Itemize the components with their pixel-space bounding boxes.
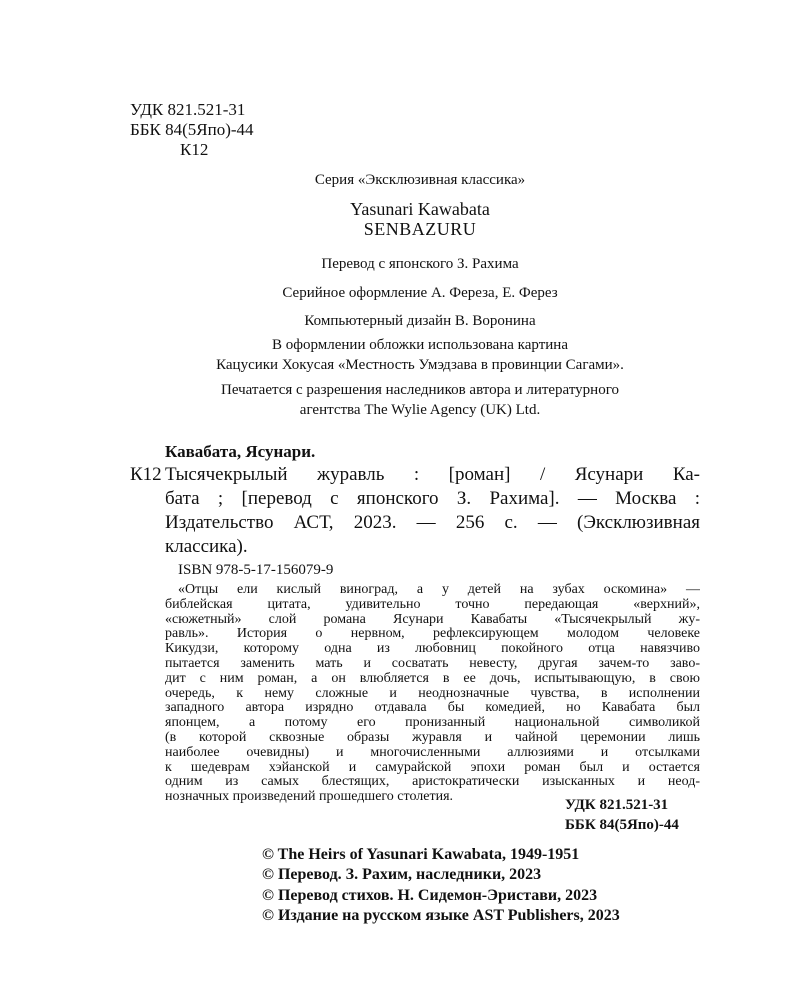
annotation-line: к шедеврам хэйанской и самурайской эпохи роман был и остается	[165, 759, 700, 775]
copyright-line: © Перевод стихов. Н. Сидемон-Эристави, 2023	[262, 887, 598, 904]
annotation-line: «Отцы ели кислый виноград, а у детей на зубах оскомина» —	[178, 582, 700, 597]
catalog-entry-line: классика).	[165, 536, 248, 557]
annotation-line: равль». История о нервном, рефлексирующем молодом человеке	[165, 626, 700, 642]
permission-note-line: агентства The Wylie Agency (UK) Ltd.	[299, 402, 541, 418]
annotation-line: (в которой сквозные образы журавля и чайной церемонии лишь	[165, 730, 700, 745]
series-name: Серия «Эксклюзивная классика»	[314, 172, 526, 188]
bbk-code-footer: ББК 84(5Япо)-44	[565, 817, 679, 833]
translation-credit: Перевод с японского З. Рахима	[321, 256, 519, 272]
copyright-line: © Перевод. З. Рахим, наследники, 2023	[262, 866, 542, 883]
catalog-entry-line: бата ; [перевод с японского З. Рахима]. — Москва :	[165, 488, 700, 509]
copyright-line: © The Heirs of Yasunari Kawabata, 1949-1951	[262, 846, 580, 863]
annotation-line: наиболее очевидны) и многочисленными аллюзиями и отсылками	[165, 744, 700, 760]
catalog-entry-line: Тысячекрылый журавль : [роман] / Ясунари Ка-	[165, 464, 700, 485]
copyright-line: © Издание на русском языке AST Publishers, 2023	[262, 907, 620, 924]
cover-art-credit-line: В оформлении обложки использована картина	[272, 337, 568, 353]
computer-design-credit: Компьютерный дизайн В. Воронина	[304, 313, 536, 329]
annotation-line: пытается заменить мать и сосватать невесту, другая зачем-то заво-	[165, 656, 700, 671]
original-author: Yasunari Kawabata	[350, 199, 490, 219]
series-design-credit: Серийное оформление А. Фереза, Е. Ферез	[282, 285, 558, 301]
annotation-line: нозначных произведений прошедшего столетия.	[165, 789, 454, 805]
catalog-mark: К12	[130, 464, 162, 485]
isbn: ISBN 978-5-17-156079-9	[178, 562, 334, 578]
annotation-line: «сюжетный» слой романа Ясунари Кавабаты «Тысячекрылый жу-	[165, 611, 700, 627]
annotation-line: очередь, к нему сложные и неоднозначные чувства, в исполнении	[165, 685, 700, 701]
annotation-line: дит с ним роман, а он влюбляется в ее дочь, испытывающую, в свою	[165, 670, 700, 686]
catalog-heading: Кавабата, Ясунари.	[165, 442, 316, 461]
annotation-line: библейская цитата, удивительно точно передающая «верхний»,	[165, 596, 700, 612]
udk-code: УДК 821.521-31	[130, 100, 246, 119]
author-mark: К12	[180, 140, 209, 159]
annotation-line: Кикудзи, которому одна из любовниц покойного отца навязчиво	[165, 641, 700, 657]
cover-art-credit-line: Кацусики Хокусая «Местность Умэдзава в провинции Сагами».	[216, 357, 624, 373]
annotation-line: западного автора изрядно отдавала бы комедией, но Кавабата был	[165, 700, 700, 716]
original-title: SENBAZURU	[363, 219, 477, 239]
udk-code-footer: УДК 821.521-31	[565, 797, 669, 813]
annotation-line: японцем, а потому его пронизанный национальной символикой	[165, 715, 700, 731]
bbk-code: ББК 84(5Япо)-44	[130, 120, 254, 139]
annotation-line: одним из самых блестящих, аристократически изысканных и неод-	[165, 774, 700, 790]
permission-note-line: Печатается с разрешения наследников автора и литературного	[221, 382, 619, 398]
catalog-entry-line: Издательство АСТ, 2023. — 256 с. — (Эксклюзивная	[165, 512, 700, 533]
